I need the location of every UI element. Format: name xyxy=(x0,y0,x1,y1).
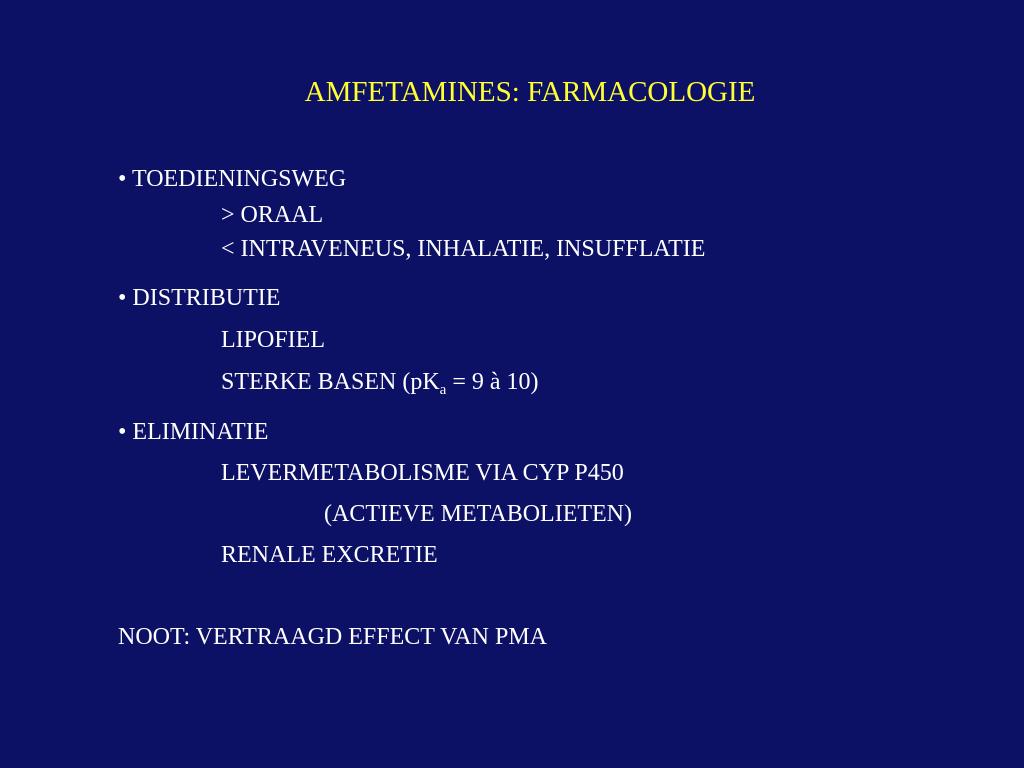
section-heading-label: ELIMINATIE xyxy=(132,419,269,445)
bullet: • xyxy=(118,419,127,445)
distribution-lipophilic: LIPOFIEL xyxy=(221,327,325,353)
pka-subscript: a xyxy=(439,382,447,398)
elimination-active-metabolites: (ACTIEVE METABOLIETEN) xyxy=(324,501,633,527)
bullet: • xyxy=(118,166,127,192)
note: NOOT: VERTRAAGD EFFECT VAN PMA xyxy=(118,624,547,650)
section-heading-toedieningsweg xyxy=(118,164,346,194)
route-oral: > ORAAL xyxy=(221,202,324,228)
elimination-liver: LEVERMETABOLISME VIA CYP P450 xyxy=(221,460,624,486)
route-other: < INTRAVENEUS, INHALATIE, INSUFFLATIE xyxy=(221,236,706,262)
section-heading-label: DISTRIBUTIE xyxy=(132,285,281,311)
distribution-pka xyxy=(221,367,539,397)
section-heading-label: TOEDIENINGSWEG xyxy=(131,166,347,192)
bullet: • xyxy=(118,285,127,311)
slide-title: AMFETAMINES: FARMACOLOGIE xyxy=(304,76,756,108)
section-heading-distributie xyxy=(118,283,280,313)
section-heading-eliminatie xyxy=(118,417,268,447)
elimination-renal: RENALE EXCRETIE xyxy=(221,542,438,568)
pka-text-before: STERKE BASEN (pK xyxy=(221,369,440,395)
pka-text-after: = 9 à 10) xyxy=(446,369,539,395)
